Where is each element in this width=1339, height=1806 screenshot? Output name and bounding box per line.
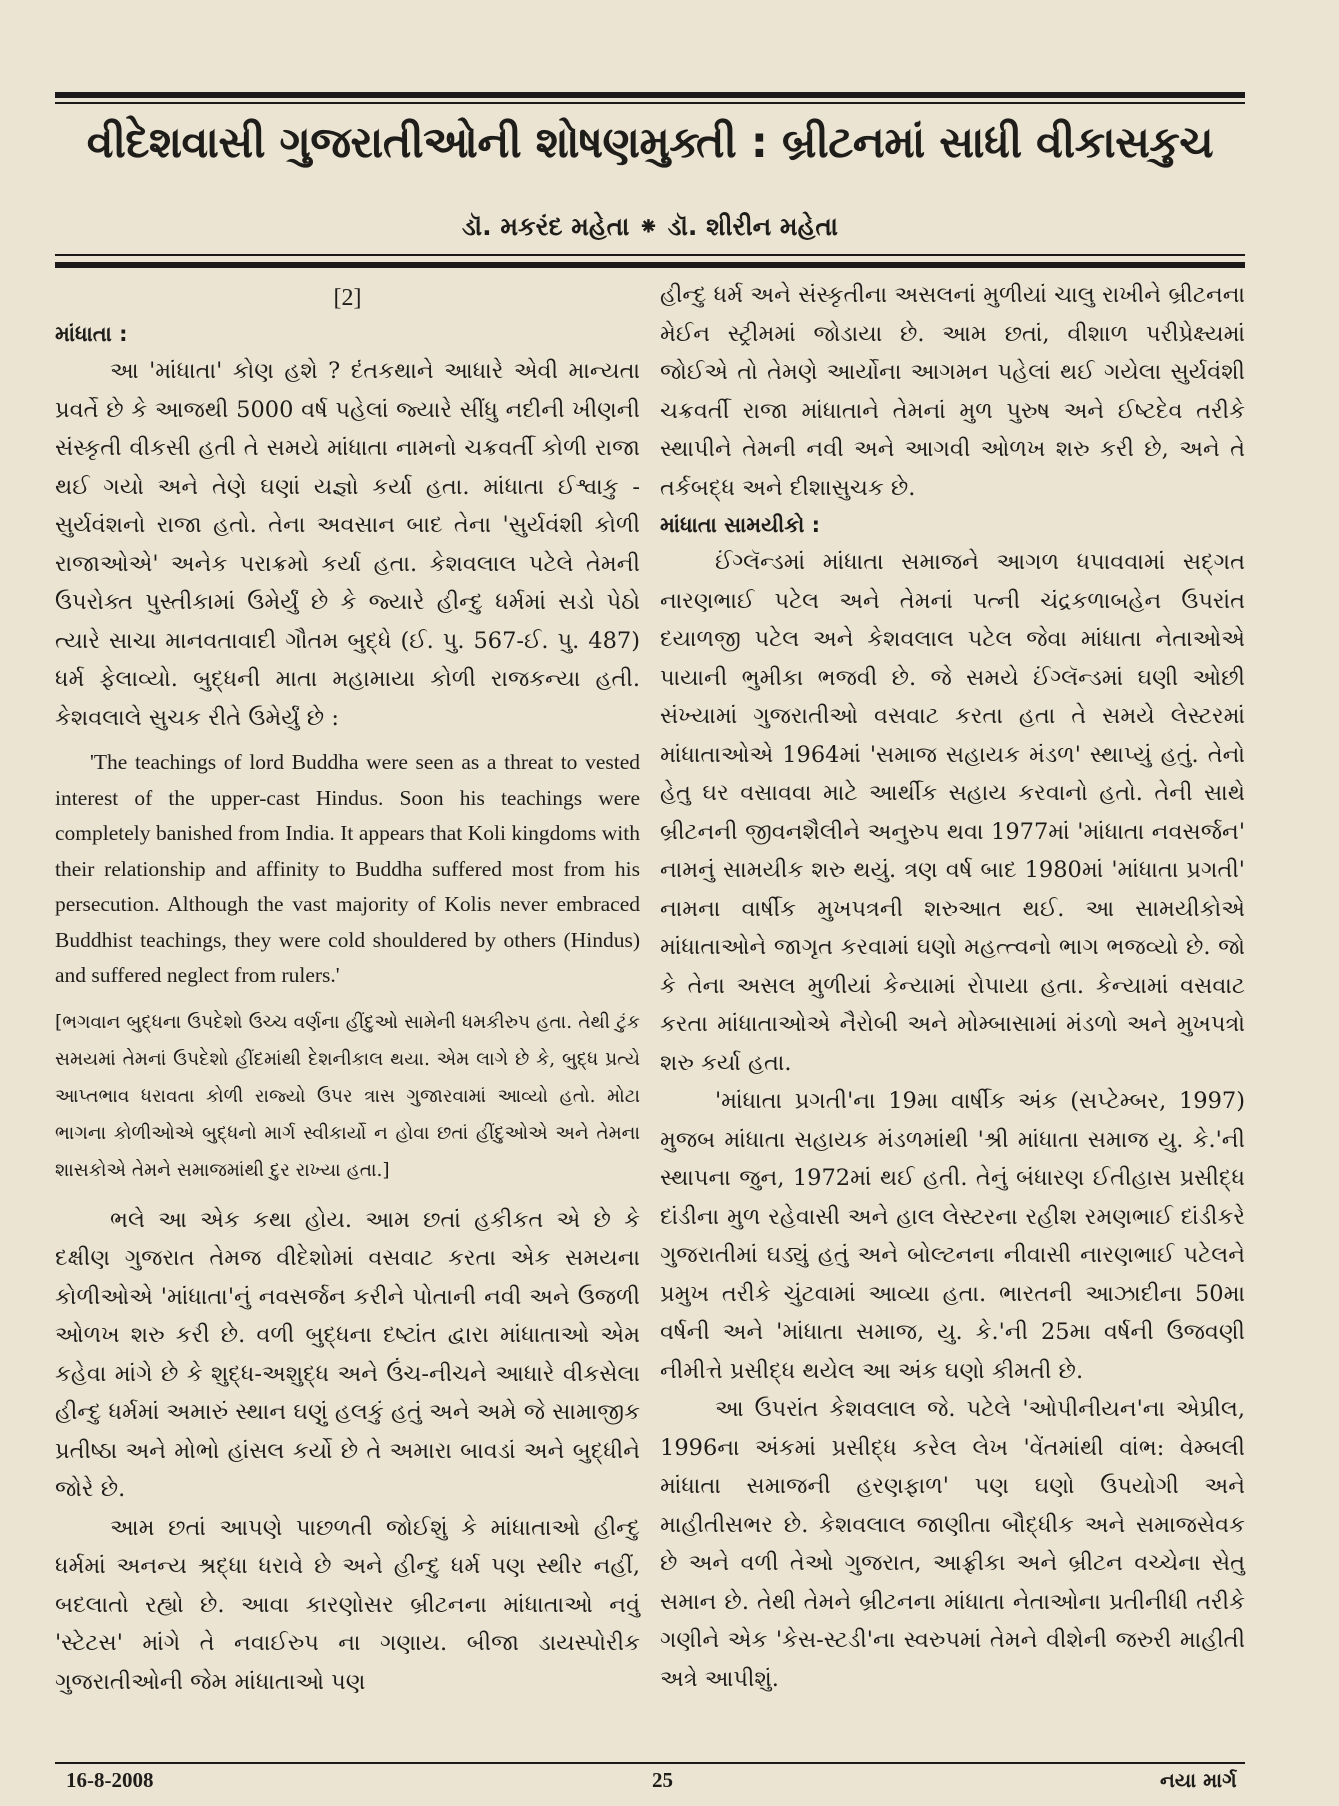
- byline-rule-thin: [55, 254, 1245, 256]
- section-heading-mandhata: માંધાતા :: [55, 322, 128, 346]
- paragraph: 'માંધાતા પ્રગતી'ના 19મા વાર્ષીક અંક (સપ્ટેમ્બર, 1997) મુજબ માંધાતા સહાયક મંડળમાંથી 'શ્રી માંધાતા સમાજ યુ. કે.'ની સ્થાપના જુન, 1972માં થઈ હતી. તેનું બંધારણ ઈતીહાસ પ્રસીદ્ધ દાંડીના મુળ રહેવાસી અને હાલ લેસ્ટરના રહીશ રમણભાઈ દાંડીકરે ગુજરાતીમાં ઘડ્યું હતું અને બોલ્ટનના નીવાસી નારણભાઈ પટેલને પ્રમુખ તરીકે ચુંટવામાં આવ્યા હતા. ભારતની આઝાદીના 50મા વર્ષની અને 'માંધાતા સમાજ, યુ. કે.'ની 25મા વર્ષની ઉજવણી નીમીત્તે પ્રસીદ્ધ થયેલ આ અંક ઘણો કીમતી છે.: [660, 1088, 1245, 1384]
- section-heading-periodicals: માંધાતા સામયીકો :: [660, 513, 821, 537]
- top-rule-thin: [55, 102, 1245, 104]
- publication-name: નયા માર્ગ: [1160, 1768, 1237, 1792]
- paragraph: આમ છતાં આપણે પાછળતી જોઈશું કે માંધાતાઓ હીન્દુ ધર્મમાં અનન્ય શ્રદ્ધા ધરાવે છે અને હીન્દુ ધર્મ પણ સ્થીર નહીં, બદલાતો રહ્યો છે. આવા કારણોસર બ્રીટનના માંધાતાઓ નવું 'સ્ટેટસ' માંગે તે નવાઈરુપ ના ગણાય. બીજા ડાયસ્પોરીક ગુજરાતીઓની જેમ માંધાતાઓ પણ: [55, 1514, 640, 1695]
- left-column: [55, 280, 640, 1701]
- byline-rule: [55, 262, 1245, 268]
- paragraph: આ ઉપરાંત કેશવલાલ જે. પટેલે 'ઓપીનીયન'ના એપ્રીલ, 1996ના અંકમાં પ્રસીદ્ધ કરેલ લેખ 'વેંતમાંથી વાંભ: વેમ્બલી માંધાતા સમાજની હરણફાળ' પણ ઘણો ઉપયોગી અને માહીતીસભર છે. કેશવલાલ જાણીતા બૌદ્ધીક અને સમાજસેવક છે અને વળી તેઓ ગુજરાત, આફ્રીકા અને બ્રીટન વચ્ચેના સેતુ સમાન છે. તેથી તેમને બ્રીટનના માંધાતા નેતાઓના પ્રતીનીધી તરીકે ગણીને એક 'કેસ-સ્ટડી'ના સ્વરુપમાં તેમને વીશેની જરુરી માહીતી અત્રે આપીશું.: [660, 1396, 1245, 1692]
- footer-date: 16-8-2008: [66, 1768, 154, 1792]
- english-quote: 'The teachings of lord Buddha were seen as a threat to vested interest of the upper-cast Hindus. Soon his teachings were completely banished from India. It appears that Koli kingdoms with their relationship and affinity to Buddha suffered most from his persecution. Although the vast majority of Kolis never embraced Buddhist teachings, they were cold shouldered by others (Hindus) and suffered neglect from rulers.': [55, 750, 640, 987]
- article-byline: ડૉ. મકરંદ મહેતા ⁕ ડૉ. શીરીન મહેતા: [461, 212, 839, 241]
- paragraph: આ 'માંધાતા' કોણ હશે ? દંતકથાને આધારે એવી માન્યતા પ્રવર્તે છે કે આજથી 5000 વર્ષ પહેલાં જ્યારે સીંધુ નદીની ખીણની સંસ્કૃતી વીકસી હતી તે સમયે માંધાતા નામનો ચક્રવર્તી કોળી રાજા થઈ ગયો અને તેણે ઘણાં યજ્ઞો કર્યા હતા. માંધાતા ઈશ્વાકુ - સુર્યવંશનો રાજા હતો. તેના અવસાન બાદ તેના 'સુર્યવંશી કોળી રાજાઓએ' અનેક પરાક્રમો કર્યા હતા. કેશવલાલ પટેલે તેમની ઉપરોક્ત પુસ્તીકામાં ઉમેર્યું છે કે જ્યારે હીન્દુ ધર્મમાં સડો પેઠો ત્યારે સાચા માનવતાવાદી ગૌતમ બુદ્ધે (ઈ. પુ. 567-ઈ. પુ. 487) ધર્મ ફેલાવ્યો. બુદ્ધની માતા મહામાયા કોળી રાજકન્યા હતી. કેશવલાલે સુચક રીતે ઉમેર્યું છે :: [55, 358, 640, 731]
- paragraph: ઈંગ્લૅન્ડમાં માંધાતા સમાજને આગળ ધપાવવામાં સદ્ગત નારણભાઈ પટેલ અને તેમનાં પત્ની ચંદ્રકળાબહેન ઉપરાંત દયાળજી પટેલ અને કેશવલાલ પટેલ જેવા માંધાતા નેતાઓએ પાયાની ભુમીકા ભજવી છે. જે સમયે ઈંગ્લૅન્ડમાં ઘણી ઓછી સંખ્યામાં ગુજરાતીઓ વસવાટ કરતા હતા તે સમયે લેસ્ટરમાં માંધાતાઓએ 1964માં 'સમાજ સહાયક મંડળ' સ્થાપ્યું હતું. તેનો હેતુ ઘર વસાવવા માટે આર્થીક સહાય કરવાનો હતો. તેની સાથે બ્રીટનની જીવનશૈલીને અનુરુપ થવા 1977માં 'માંધાતા નવસર્જન' નામનું સામયીક શરુ થયું. ત્રણ વર્ષ બાદ 1980માં 'માંધાતા પ્રગતી' નામના વાર્ષીક મુખપત્રની શરુઆત થઈ. આ સામયીકોએ માંધાતાઓને જાગૃત કરવામાં ઘણો મહત્ત્વનો ભાગ ભજવ્યો છે. જો કે તેના અસલ મુળીયાં કેન્યામાં રોપાયા હતા. કેન્યામાં વસવાટ કરતા માંધાતાઓએ નૈરોબી અને મોમ્બાસામાં મંડળો અને મુખપત્રો શરુ કર્યા હતા.: [660, 549, 1245, 1076]
- quote-translation: [ભગવાન બુદ્ધના ઉપદેશો ઉચ્ચ વર્ણના હીંદુઓ સામેની ધમકીરુપ હતા. તેથી ટુંક સમયમાં તેમનાં ઉપદેશો હીંદમાંથી દેશનીકાલ થયા. એમ લાગે છે કે, બુદ્ધ પ્રત્યે આપ્તભાવ ધરાવતા કોળી રાજ્યો ઉપર ત્રાસ ગુજારવામાં આવ્યો હતો. મોટા ભાગના કોળીઓએ બુદ્ધનો માર્ગ સ્વીકાર્યો ન હોવા છતાં હીંદુઓએ અને તેમના શાસકોએ તેમને સમાજમાંથી દુર રાખ્યા હતા.]: [55, 1011, 640, 1181]
- paragraph: હીન્દુ ધર્મ અને સંસ્કૃતીના અસલનાં મુળીયાં ચાલુ રાખીને બ્રીટનના મેઈન સ્ટ્રીમમાં જોડાયા છે. આમ છતાં, વીશાળ પરીપ્રેક્ષ્યમાં જોઈએ તો તેમણે આર્યોના આગમન પહેલાં થઈ ગયેલા સુર્યવંશી ચક્રવર્તી રાજા માંધાતાને તેમનાં મુળ પુરુષ અને ઈષ્ટદેવ તરીકે સ્થાપીને તેમની નવી અને આગવી ઓળખ શરુ કરી છે, અને તે તર્કબદ્ધ અને દીશાસુચક છે.: [660, 282, 1245, 501]
- top-rule: [55, 92, 1245, 98]
- paragraph: ભલે આ એક કથા હોય. આમ છતાં હકીકત એ છે કે દક્ષીણ ગુજરાત તેમજ વીદેશોમાં વસવાટ કરતા એક સમયના કોળીઓએ 'માંધાતા'નું નવસર્જન કરીને પોતાની નવી અને ઉજળી ઓળખ શરુ કરી છે. વળી બુદ્ધના દષ્ટાંત દ્વારા માંધાતાઓ એમ કહેવા માંગે છે કે શુદ્ધ-અશુદ્ધ અને ઉંચ-નીચને આધારે વીકસેલા હીન્દુ ધર્મમાં અમારું સ્થાન ઘણું હલકું હતું અને અમે જે સામાજીક પ્રતીષ્ઠા અને મોભો હાંસલ કર્યો છે તે અમારા બાવડાં અને બુદ્ધીને જોરે છે.: [55, 1206, 641, 1502]
- footer-rule: [55, 1762, 1245, 1764]
- part-number: [2]: [333, 285, 362, 311]
- right-column: [660, 276, 1245, 1698]
- article-title: વીદેશવાસી ગુજરાતીઓની શોષણમુક્તી : બ્રીટનમાં સાધી વીકાસકુચ: [86, 118, 1214, 168]
- page-number: 25: [652, 1768, 673, 1792]
